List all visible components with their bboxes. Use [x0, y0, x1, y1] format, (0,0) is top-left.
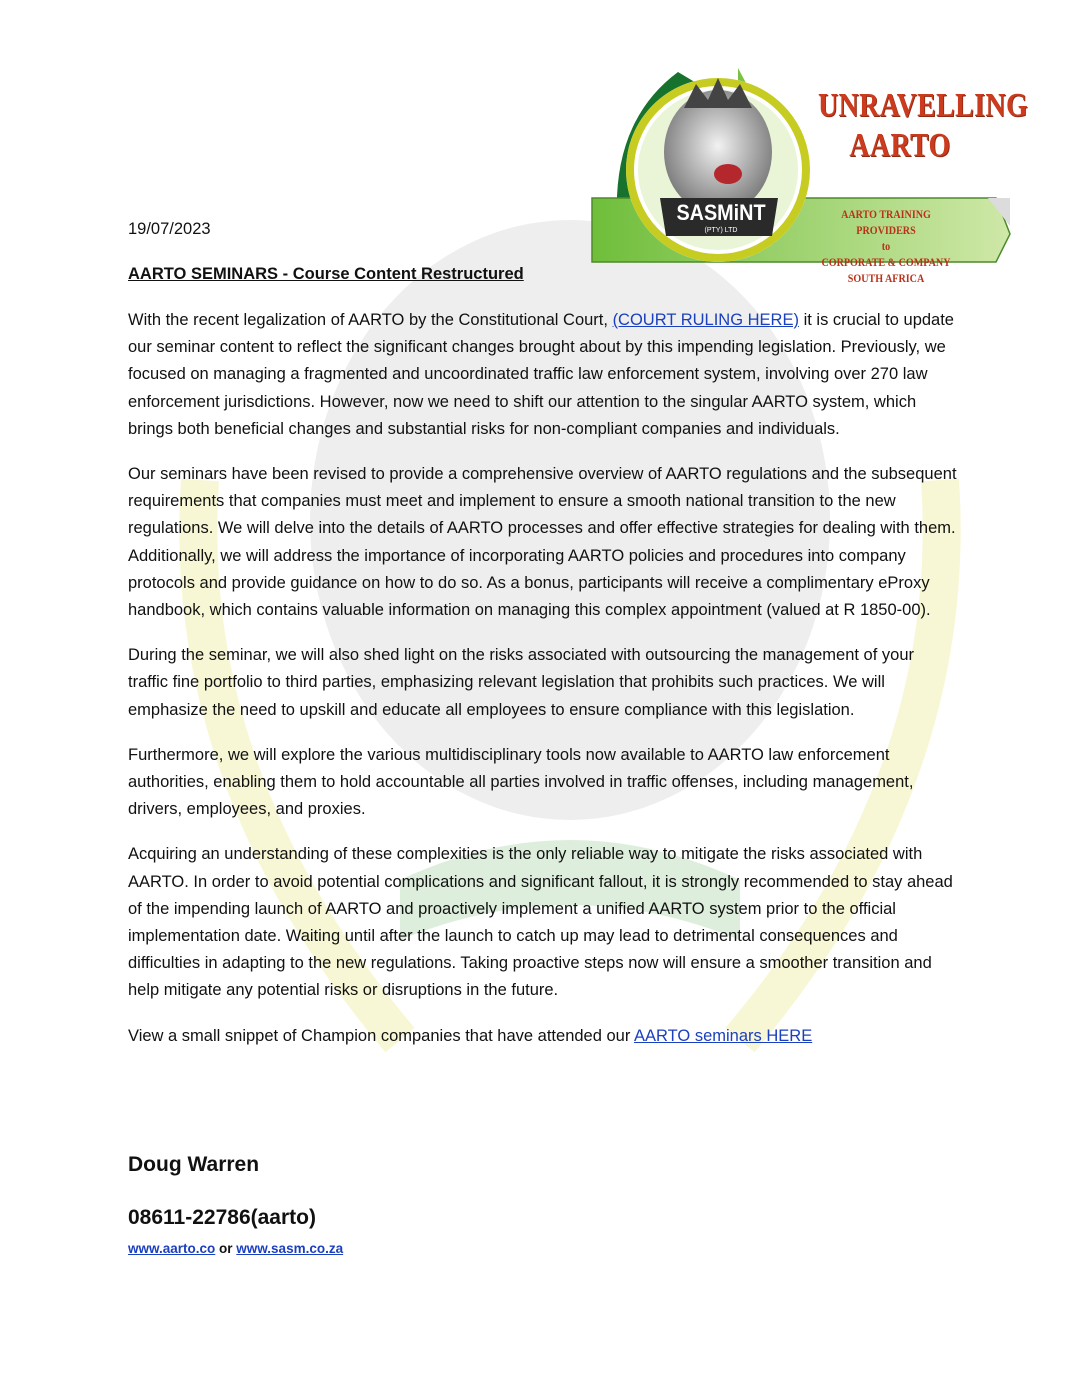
sasm-website-link[interactable]: www.sasm.co.za [236, 1241, 344, 1256]
logo-brand-sub: (PTY) LTD [704, 227, 738, 234]
logo-brand-name: SASMiNT [676, 200, 766, 225]
paragraph-2: Our seminars have been revised to provide a comprehensive overview of AARTO regulations and the subsequent requirements that companies must meet and implement to ensure a smooth national transition to the new regulations. We will delve into the details of AARTO processes and offer effective strategies for dealing with them. Additionally, we will address the importance of incorporating AARTO policies and procedures into company protocols and provide guidance on how to do so. As a bonus, participants will receive a complimentary eProxy handbook, which contains valuable information on managing this complex appointment (valued at R 1850-00). [128, 465, 957, 620]
logo-tagline-line3: CORPORATE & COMPANY SOUTH AFRICA [821, 255, 951, 285]
website-separator: or [215, 1241, 237, 1256]
logo-tagline [810, 206, 961, 286]
paragraph-1-rest: it is crucial to update our seminar content to reflect the significant changes brought about by this impending legislation. Previously, we focused on managing a fragmented and uncoordinated traffic law enforcement system, involving over 270 law enforcement jurisdictions. However, now we need to shift our attention to the singular AARTO system, which brings both beneficial changes and substantial risks for non-compliant companies and individuals. [128, 311, 954, 438]
paragraph-1 [128, 307, 958, 443]
logo-title-line2: AARTO [849, 127, 951, 164]
aarto-website-link[interactable]: www.aarto.co [128, 1241, 216, 1256]
paragraph-5: Acquiring an understanding of these complexities is the only reliable way to mitigate the risks associated with AARTO. In order to avoid potential complications and significant fallout, it is strongly recommended to stay ahead of the impending launch of AARTO and proactively implement a unified AARTO system prior to the official implementation date. Waiting until after the launch to catch up may lead to detrimental consequences and difficulties in adapting to the new regulations. Taking proactive steps now will ensure a smoother transition and help mitigate any potential risks or disruptions in the future. [128, 845, 953, 1000]
signature-name: Doug Warren [128, 1153, 260, 1176]
logo-title-line1: UNRAVELLING [818, 87, 1029, 124]
contact-phone: 08611-22786(aarto) [128, 1206, 316, 1229]
paragraph-3: During the seminar, we will also shed light on the risks associated with outsourcing the management of your traffic fine portfolio to third parties, emphasizing relevant legislation that prohibits such practices. We will emphasize the need to upskill and educate all employees to ensure compliance with this legislation. [128, 646, 914, 719]
logo-title [818, 86, 1029, 166]
aarto-seminars-link[interactable]: AARTO seminars HERE [634, 1026, 813, 1045]
paragraph-6 [128, 1023, 958, 1050]
logo-tagline-line1: AARTO TRAINING PROVIDERS [841, 207, 931, 237]
paragraph-6-intro: View a small snippet of Champion companies that have attended our [128, 1026, 635, 1045]
website-links [128, 1240, 343, 1258]
paragraph-1-intro: With the recent legalization of AARTO by the Constitutional Court, [128, 311, 613, 329]
letter-heading: AARTO SEMINARS - Course Content Restructured [128, 265, 524, 283]
paragraph-4: Furthermore, we will explore the various multidisciplinary tools now available to AARTO law enforcement authorities, enabling them to hold accountable all parties involved in traffic offenses, including management, drivers, employees, and proxies. [128, 745, 914, 819]
letter-date: 19/07/2023 [128, 220, 211, 238]
logo-tagline-line2: to [881, 239, 891, 253]
court-ruling-link[interactable]: (COURT RULING HERE) [612, 311, 799, 329]
letter-body [128, 307, 958, 1068]
